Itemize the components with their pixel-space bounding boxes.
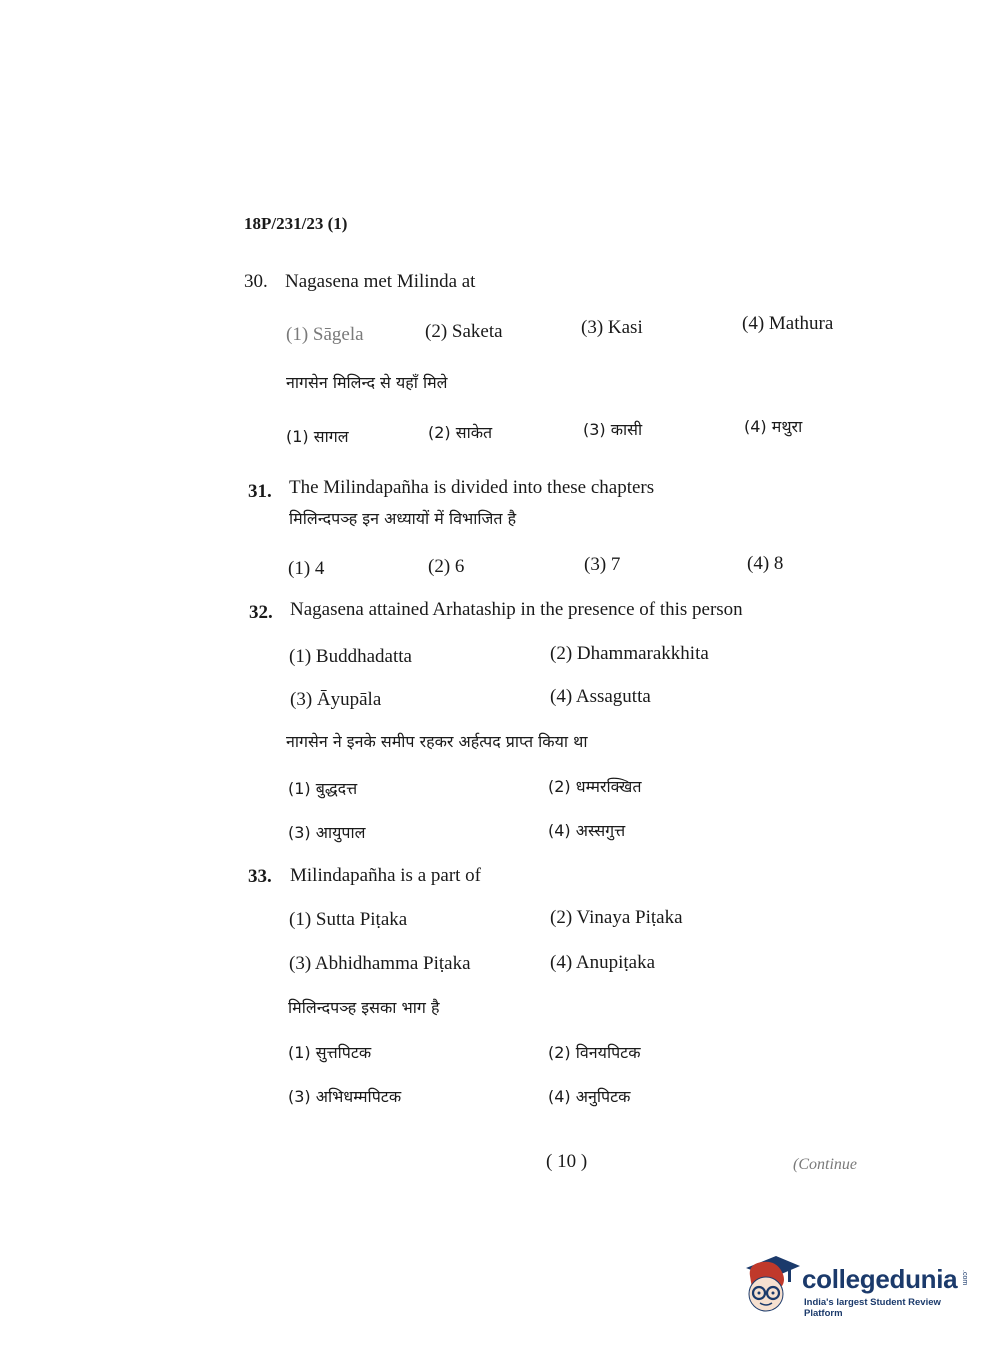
q30-option-2-hi: (2) साकेत [428,423,493,442]
q33-option-1-hi: (1) सुत्तपिटक [288,1043,372,1062]
brand-tm: .com [961,1270,968,1286]
q33-option-2-hi: (2) विनयपिटक [548,1043,641,1062]
q30-option-1-en: (1) Sāgela [286,324,364,345]
q30-option-3-hi: (3) कासी [583,420,643,439]
question-33-text-hi: मिलिन्दपञ्ह इसका भाग है [288,998,440,1017]
mascot-icon [742,1250,802,1320]
page-number: ( 10 ) [546,1151,588,1172]
collegedunia-logo [742,1250,972,1320]
question-33-text-en: Milindapañha is a part of [290,865,482,886]
q30-option-4-en: (4) Mathura [742,313,834,334]
q30-option-3-en: (3) Kasi [581,317,643,338]
question-31-text-en: The Milindapañha is divided into these chapters [289,477,655,498]
q32-option-4-hi: (4) अस्सगुत्त [548,821,626,840]
q30-option-2-en: (2) Saketa [425,321,503,342]
q33-option-1-en: (1) Sutta Piṭaka [289,909,408,930]
question-32-text-en: Nagasena attained Arhataship in the presence of this person [290,599,743,620]
q31-option-3: (3) 7 [584,554,621,575]
q33-option-4-en: (4) Anupiṭaka [550,952,656,973]
q32-option-4-en: (4) Assagutta [550,686,651,707]
q30-option-1-hi: (1) सागल [286,427,349,446]
question-32-text-hi: नागसेन ने इनके समीप रहकर अर्हत्पद प्राप्त किया था [286,732,588,751]
q32-option-1-hi: (1) बुद्धदत्त [288,779,358,798]
question-number-32: 32. [249,602,273,623]
q32-option-3-hi: (3) आयुपाल [288,823,366,842]
q30-option-4-hi: (4) मथुरा [744,417,803,436]
q32-option-2-hi: (2) धम्मरक्खित [548,777,642,796]
question-30-text-hi: नागसेन मिलिन्द से यहाँ मिले [286,373,448,392]
q33-option-4-hi: (4) अनुपिटक [548,1087,631,1106]
question-number-33: 33. [248,866,272,887]
q33-option-2-en: (2) Vinaya Piṭaka [550,907,683,928]
q32-option-1-en: (1) Buddhadatta [289,646,412,667]
q33-option-3-en: (3) Abhidhamma Piṭaka [289,953,471,974]
q31-option-1: (1) 4 [288,558,325,579]
question-31-text-hi: मिलिन्दपञ्ह इन अध्यायों में विभाजित है [289,509,517,528]
q32-option-3-en: (3) Āyupāla [290,689,382,710]
brand-name: collegedunia [802,1264,958,1294]
q31-option-4: (4) 8 [747,553,784,574]
q32-option-2-en: (2) Dhammarakkhita [550,643,709,664]
q31-option-2: (2) 6 [428,556,465,577]
question-number-31: 31. [248,481,272,502]
continued-label: (Continue [793,1156,857,1173]
brand-tagline: India's largest Student Review Platform [804,1297,941,1319]
q33-option-3-hi: (3) अभिधम्मपिटक [288,1087,402,1106]
paper-code: 18P/231/23 (1) [244,214,348,233]
question-number-30: 30. [244,271,268,292]
question-30-text-en: Nagasena met Milinda at [285,271,476,292]
